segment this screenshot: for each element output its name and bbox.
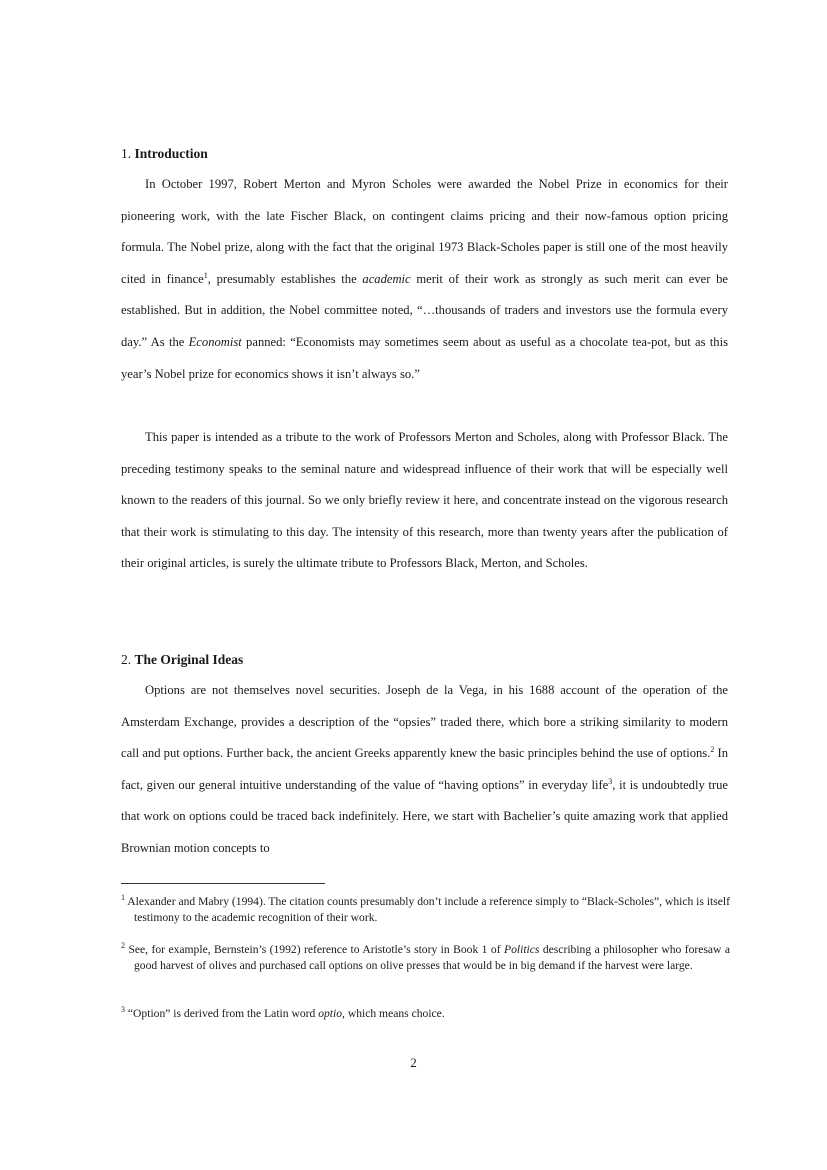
footnote-ref-2: 2 [710,745,715,754]
paragraph-intro-1: In October 1997, Robert Merton and Myron Scholes were awarded the Nobel Prize in economics for their pioneering work, with the late Fischer Black, on contingent claims pricing and their now-famous option pricing formula. The Nobel prize, along with the fact that the original 1973 Black-Scholes paper is still one of the most heavily cited in finance$^1$, presumably establishes the academic merit of their work as strongly as such merit can ever be established. But in addition, the Nobel committee noted, “…thousands of traders and investors use the formula every day.” As the Economist panned: “Economists may sometimes seem about as useful as a chocolate tea-pot, but as this year’s Nobel prize for economics shows it isn’t always so.” [121,177,729,381]
section-heading-introduction [121,146,208,162]
footnote-2: $^2$ See, for example, Bernstein’s (1992) reference to Aristotle’s story in Book 1 of Politics describing a philosopher who foresaw a good harvest of olives and purchased call options on olive presses that would be in big demand if the harvest were large. [121,941,730,972]
footnote-ref-1: 1 [203,270,208,280]
section-title: The Original Ideas [134,652,244,667]
section-title: Introduction [134,146,208,161]
paragraph-intro-2: This paper is intended as a tribute to the work of Professors Merton and Scholes, along with Professor Black. The preceding testimony speaks to the seminal nature and widespread influence of their work that will be especially well known to the readers of this journal. So we only briefly review it here, and concentrate instead on the vigorous research that their work is stimulating to this day. The intensity of this research, more than twenty years after the publication of their original articles, is surely the ultimate tribute to Professors Black, Merton, and Scholes. [121,430,728,571]
paragraph-original-1: Options are not themselves novel securities. Joseph de la Vega, in his 1688 account of the operation of the Amsterdam Exchange, provides a description of the “opsies” traded there, which bore a striking similarity to modern call and put options. Further back, the ancient Greeks apparently knew the basic principles behind the use of options.$^2$ In fact, given our general intuitive understanding of the value of “having options” in everyday life$^3$, it is undoubtedly true that work on options could be traced back indefinitely. Here, we start with Bachelier’s quite amazing work that applied Brownian motion concepts to [121,683,729,855]
page-number: 2 [410,1055,417,1070]
footnote-3: $^3$ “Option” is derived from the Latin word optio, which means choice. [121,1005,445,1020]
section-heading-original-ideas [121,652,243,668]
footnote-separator [121,883,325,884]
footnote-1: $^1$ Alexander and Mabry (1994). The citation counts presumably don’t include a reference simply to “Black-Scholes”, which is itself testimony to the academic recognition of their work. [121,893,731,924]
section-number: 2. [121,652,132,667]
section-number: 1. [121,146,132,161]
footnote-ref-3: 3 [608,776,613,786]
